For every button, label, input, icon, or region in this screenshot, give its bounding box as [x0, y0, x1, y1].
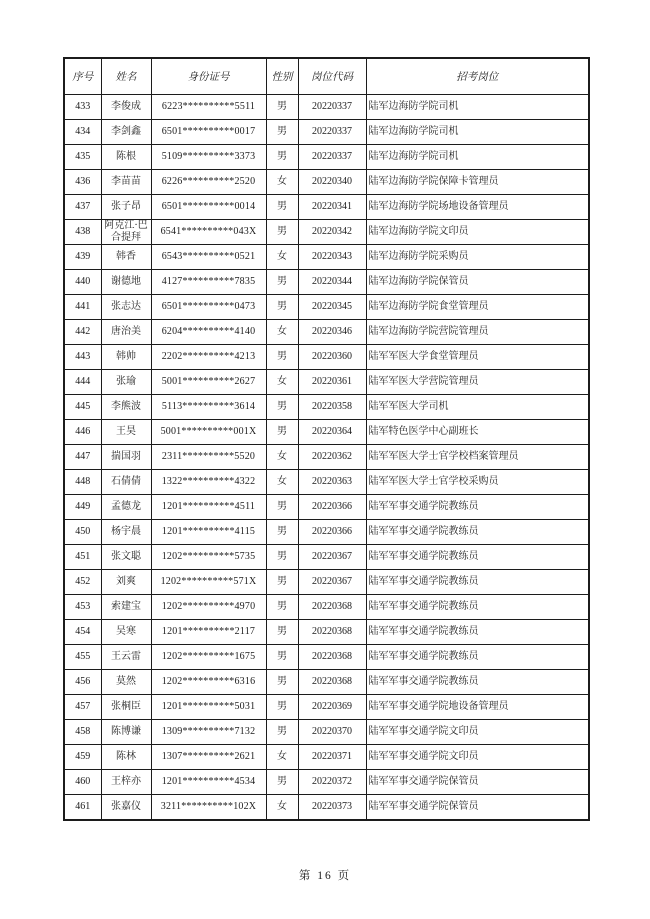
cell-name: 王昊 [101, 420, 151, 445]
cell-post-code: 20220337 [298, 95, 366, 120]
table-row [64, 520, 589, 545]
cell-position: 陆军边海防学院司机 [366, 145, 589, 170]
cell-index: 439 [64, 245, 101, 270]
table-row [64, 795, 589, 821]
cell-id-number: 4127**********7835 [151, 270, 266, 295]
cell-position: 陆军军事交通学院文印员 [366, 720, 589, 745]
cell-name: 石倩倩 [101, 470, 151, 495]
cell-id-number: 6501**********0473 [151, 295, 266, 320]
cell-gender: 女 [266, 370, 298, 395]
table-row [64, 770, 589, 795]
cell-name: 张志达 [101, 295, 151, 320]
cell-id-number: 2202**********4213 [151, 345, 266, 370]
cell-id-number: 2311**********5520 [151, 445, 266, 470]
table-row [64, 245, 589, 270]
table-row [64, 595, 589, 620]
cell-name: 陈林 [101, 745, 151, 770]
cell-name: 李俊成 [101, 95, 151, 120]
cell-id-number: 1309**********7132 [151, 720, 266, 745]
cell-post-code: 20220337 [298, 120, 366, 145]
cell-name: 揣国羽 [101, 445, 151, 470]
cell-index: 457 [64, 695, 101, 720]
header-name: 姓名 [101, 58, 151, 95]
header-post-code: 岗位代码 [298, 58, 366, 95]
cell-post-code: 20220368 [298, 595, 366, 620]
cell-id-number: 5109**********3373 [151, 145, 266, 170]
cell-index: 441 [64, 295, 101, 320]
cell-name: 李苗苗 [101, 170, 151, 195]
cell-id-number: 5113**********3614 [151, 395, 266, 420]
cell-gender: 男 [266, 195, 298, 220]
cell-name: 谢德地 [101, 270, 151, 295]
cell-index: 458 [64, 720, 101, 745]
cell-position: 陆军军医大学士官学校档案管理员 [366, 445, 589, 470]
cell-post-code: 20220372 [298, 770, 366, 795]
cell-post-code: 20220367 [298, 545, 366, 570]
cell-id-number: 5001**********001X [151, 420, 266, 445]
cell-post-code: 20220373 [298, 795, 366, 821]
table-row [64, 195, 589, 220]
cell-position: 陆军边海防学院文印员 [366, 220, 589, 245]
cell-index: 453 [64, 595, 101, 620]
header-index: 序号 [64, 58, 101, 95]
cell-post-code: 20220337 [298, 145, 366, 170]
table-row [64, 545, 589, 570]
header-gender: 性别 [266, 58, 298, 95]
cell-position: 陆军军医大学士官学校采购员 [366, 470, 589, 495]
cell-position: 陆军军事交通学院教练员 [366, 520, 589, 545]
cell-post-code: 20220368 [298, 670, 366, 695]
cell-position: 陆军边海防学院采购员 [366, 245, 589, 270]
cell-id-number: 5001**********2627 [151, 370, 266, 395]
cell-position: 陆军军事交通学院教练员 [366, 645, 589, 670]
cell-id-number: 1322**********4322 [151, 470, 266, 495]
cell-post-code: 20220343 [298, 245, 366, 270]
table-header-row [64, 58, 589, 95]
table-row [64, 220, 589, 245]
cell-name: 张文聪 [101, 545, 151, 570]
table-row [64, 295, 589, 320]
cell-index: 452 [64, 570, 101, 595]
cell-post-code: 20220342 [298, 220, 366, 245]
cell-id-number: 1201**********4115 [151, 520, 266, 545]
cell-id-number: 1202**********1675 [151, 645, 266, 670]
cell-gender: 女 [266, 320, 298, 345]
cell-name: 莫然 [101, 670, 151, 695]
cell-id-number: 1202**********571X [151, 570, 266, 595]
cell-index: 459 [64, 745, 101, 770]
cell-position: 陆军军事交通学院教练员 [366, 595, 589, 620]
cell-gender: 男 [266, 145, 298, 170]
cell-name: 韩香 [101, 245, 151, 270]
cell-gender: 男 [266, 420, 298, 445]
cell-gender: 女 [266, 745, 298, 770]
table-row [64, 320, 589, 345]
table-row [64, 645, 589, 670]
cell-name: 李剑鑫 [101, 120, 151, 145]
cell-position: 陆军军事交通学院教练员 [366, 670, 589, 695]
cell-id-number: 1201**********5031 [151, 695, 266, 720]
cell-gender: 男 [266, 720, 298, 745]
cell-name: 刘爽 [101, 570, 151, 595]
cell-position: 陆军军医大学司机 [366, 395, 589, 420]
cell-position: 陆军军事交通学院地设备管理员 [366, 695, 589, 720]
cell-index: 435 [64, 145, 101, 170]
cell-gender: 男 [266, 395, 298, 420]
cell-index: 445 [64, 395, 101, 420]
cell-position: 陆军边海防学院食堂管理员 [366, 295, 589, 320]
cell-index: 455 [64, 645, 101, 670]
cell-index: 444 [64, 370, 101, 395]
table-row [64, 370, 589, 395]
cell-post-code: 20220371 [298, 745, 366, 770]
cell-post-code: 20220345 [298, 295, 366, 320]
table-row [64, 620, 589, 645]
table-row [64, 120, 589, 145]
page-number: 第 16 页 [298, 870, 352, 882]
header-id-number: 身份证号 [151, 58, 266, 95]
cell-position: 陆军边海防学院保障卡管理员 [366, 170, 589, 195]
cell-id-number: 6543**********0521 [151, 245, 266, 270]
cell-index: 451 [64, 545, 101, 570]
cell-post-code: 20220367 [298, 570, 366, 595]
cell-index: 440 [64, 270, 101, 295]
table-row [64, 695, 589, 720]
cell-id-number: 1202**********6316 [151, 670, 266, 695]
cell-name: 韩帅 [101, 345, 151, 370]
cell-position: 陆军特色医学中心副班长 [366, 420, 589, 445]
table-row [64, 95, 589, 120]
cell-index: 437 [64, 195, 101, 220]
cell-post-code: 20220370 [298, 720, 366, 745]
cell-index: 450 [64, 520, 101, 545]
cell-position: 陆军边海防学院场地设备管理员 [366, 195, 589, 220]
cell-index: 436 [64, 170, 101, 195]
cell-name: 王梓亦 [101, 770, 151, 795]
cell-position: 陆军军事交通学院教练员 [366, 495, 589, 520]
cell-position: 陆军边海防学院保管员 [366, 270, 589, 295]
table-row [64, 395, 589, 420]
cell-post-code: 20220346 [298, 320, 366, 345]
header-position: 招考岗位 [366, 58, 589, 95]
cell-name: 李熊波 [101, 395, 151, 420]
cell-post-code: 20220344 [298, 270, 366, 295]
cell-index: 456 [64, 670, 101, 695]
cell-gender: 男 [266, 645, 298, 670]
cell-position: 陆军军事交通学院保管员 [366, 795, 589, 821]
cell-index: 434 [64, 120, 101, 145]
cell-gender: 男 [266, 670, 298, 695]
cell-position: 陆军军事交通学院保管员 [366, 770, 589, 795]
cell-post-code: 20220369 [298, 695, 366, 720]
cell-name: 杨宇晨 [101, 520, 151, 545]
cell-gender: 男 [266, 545, 298, 570]
cell-gender: 男 [266, 345, 298, 370]
table-row [64, 745, 589, 770]
cell-gender: 男 [266, 295, 298, 320]
cell-index: 442 [64, 320, 101, 345]
table-row [64, 420, 589, 445]
cell-index: 454 [64, 620, 101, 645]
cell-name: 张桐臣 [101, 695, 151, 720]
cell-post-code: 20220366 [298, 495, 366, 520]
table-row [64, 170, 589, 195]
cell-name: 王云雷 [101, 645, 151, 670]
cell-id-number: 1201**********2117 [151, 620, 266, 645]
cell-gender: 男 [266, 595, 298, 620]
cell-position: 陆军边海防学院司机 [366, 120, 589, 145]
cell-post-code: 20220358 [298, 395, 366, 420]
table-row [64, 445, 589, 470]
cell-gender: 男 [266, 95, 298, 120]
cell-gender: 男 [266, 570, 298, 595]
cell-gender: 男 [266, 120, 298, 145]
cell-index: 443 [64, 345, 101, 370]
cell-id-number: 6223**********5511 [151, 95, 266, 120]
cell-position: 陆军军事交通学院文印员 [366, 745, 589, 770]
table-row [64, 145, 589, 170]
cell-post-code: 20220361 [298, 370, 366, 395]
cell-name: 张子昂 [101, 195, 151, 220]
cell-gender: 女 [266, 795, 298, 821]
cell-gender: 男 [266, 270, 298, 295]
cell-position: 陆军边海防学院营院管理员 [366, 320, 589, 345]
table-row [64, 470, 589, 495]
table-row [64, 720, 589, 745]
cell-index: 446 [64, 420, 101, 445]
cell-id-number: 1202**********4970 [151, 595, 266, 620]
cell-gender: 男 [266, 220, 298, 245]
cell-id-number: 6501**********0014 [151, 195, 266, 220]
cell-gender: 男 [266, 520, 298, 545]
cell-gender: 女 [266, 470, 298, 495]
table-row [64, 495, 589, 520]
candidate-table [63, 57, 590, 821]
table-body [64, 95, 589, 821]
cell-id-number: 6226**********2520 [151, 170, 266, 195]
cell-position: 陆军军事交通学院教练员 [366, 620, 589, 645]
cell-position: 陆军军医大学营院管理员 [366, 370, 589, 395]
cell-index: 449 [64, 495, 101, 520]
cell-gender: 女 [266, 445, 298, 470]
cell-post-code: 20220360 [298, 345, 366, 370]
cell-post-code: 20220363 [298, 470, 366, 495]
cell-name: 孟德龙 [101, 495, 151, 520]
cell-post-code: 20220364 [298, 420, 366, 445]
cell-gender: 男 [266, 495, 298, 520]
cell-position: 陆军边海防学院司机 [366, 95, 589, 120]
cell-name: 陈根 [101, 145, 151, 170]
cell-id-number: 1307**********2621 [151, 745, 266, 770]
cell-gender: 女 [266, 245, 298, 270]
table-row [64, 570, 589, 595]
cell-id-number: 1201**********4534 [151, 770, 266, 795]
table-row [64, 270, 589, 295]
cell-name: 吴寒 [101, 620, 151, 645]
cell-id-number: 6501**********0017 [151, 120, 266, 145]
cell-id-number: 6204**********4140 [151, 320, 266, 345]
cell-name: 阿克江·巴合提拜 [101, 220, 151, 245]
cell-id-number: 1201**********4511 [151, 495, 266, 520]
cell-index: 433 [64, 95, 101, 120]
cell-index: 438 [64, 220, 101, 245]
cell-name: 陈博谦 [101, 720, 151, 745]
cell-id-number: 6541**********043X [151, 220, 266, 245]
cell-name: 张嘉仪 [101, 795, 151, 821]
cell-index: 461 [64, 795, 101, 821]
table-row [64, 670, 589, 695]
cell-post-code: 20220368 [298, 645, 366, 670]
cell-gender: 男 [266, 620, 298, 645]
cell-name: 张瑜 [101, 370, 151, 395]
cell-name: 唐治美 [101, 320, 151, 345]
cell-position: 陆军军事交通学院教练员 [366, 545, 589, 570]
cell-gender: 男 [266, 770, 298, 795]
cell-id-number: 1202**********5735 [151, 545, 266, 570]
cell-gender: 女 [266, 170, 298, 195]
cell-post-code: 20220341 [298, 195, 366, 220]
cell-index: 448 [64, 470, 101, 495]
cell-post-code: 20220366 [298, 520, 366, 545]
cell-post-code: 20220368 [298, 620, 366, 645]
table-row [64, 345, 589, 370]
cell-name: 索建宝 [101, 595, 151, 620]
cell-position: 陆军军事交通学院教练员 [366, 570, 589, 595]
cell-post-code: 20220362 [298, 445, 366, 470]
cell-position: 陆军军医大学食堂管理员 [366, 345, 589, 370]
cell-gender: 男 [266, 695, 298, 720]
cell-index: 460 [64, 770, 101, 795]
cell-post-code: 20220340 [298, 170, 366, 195]
cell-index: 447 [64, 445, 101, 470]
cell-id-number: 3211**********102X [151, 795, 266, 821]
